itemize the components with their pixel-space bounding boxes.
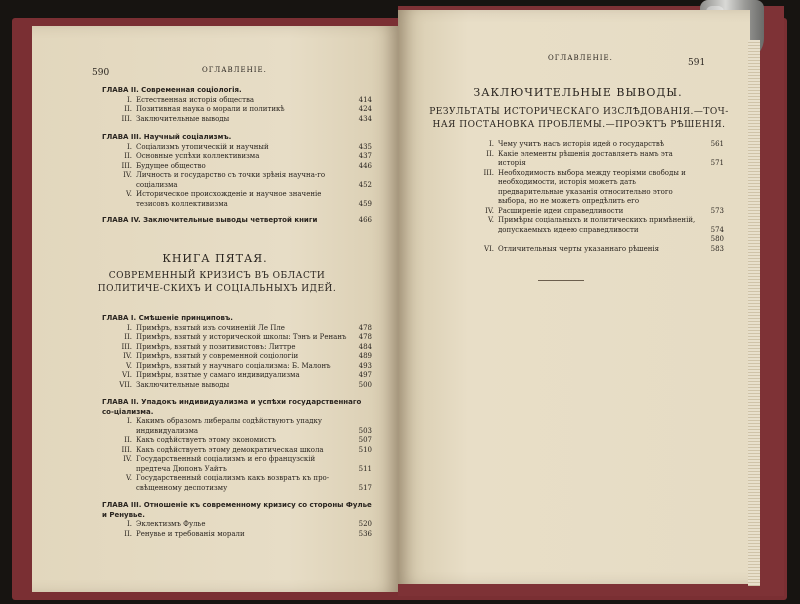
chapter-items — [102, 324, 372, 391]
toc-entry — [102, 362, 372, 372]
right-page — [398, 10, 750, 584]
page-ref: 561 — [710, 140, 724, 148]
toc-entry — [102, 455, 372, 474]
toc-entry — [102, 530, 372, 540]
entry-title: Примѣръ, взятый изъ сочиненій Ле Пле — [136, 323, 285, 332]
toc-entry — [102, 352, 372, 362]
entry-title: Примѣръ, взятый у научнаго соціализма: Б. Малонъ — [136, 361, 331, 370]
entry-title: Будущее общество — [136, 161, 206, 170]
entry-title: Примѣры, взятые у самаго индивидуализма — [136, 371, 300, 379]
entry-title: Расширеніе идеи справедливости — [498, 206, 624, 215]
chapter-items — [102, 96, 372, 125]
entry-number: I. — [127, 95, 132, 104]
chapter-heading: ГЛАВА III. Научный соціализмъ. — [102, 133, 232, 141]
entry-number: V. — [125, 190, 132, 198]
toc-entry — [102, 520, 372, 530]
toc-entry — [476, 207, 724, 217]
toc-entry — [102, 171, 372, 190]
entry-title: Основные успѣхи коллективизма — [136, 152, 260, 160]
chapter-heading: ГЛАВА IV. Заключительные выводы четвертой книги — [102, 216, 318, 224]
entry-number: I. — [127, 142, 132, 151]
entry-title: Заключительные выводы — [136, 114, 230, 123]
entry-title: Государственный соціализмъ какъ возвратъ къ про-свѣщенному деспотизму — [136, 474, 330, 492]
page-number-right: 591 — [688, 58, 706, 68]
chapter-items — [102, 520, 372, 539]
toc-right — [476, 140, 724, 254]
entry-title: Соціализмъ утопическій и научный — [136, 142, 269, 151]
entry-number: VI. — [121, 371, 132, 379]
entry-number: IV. — [123, 455, 132, 463]
toc-entry — [102, 446, 372, 456]
toc-entry — [102, 474, 372, 493]
entry-title: Какіе элементы рѣшенія доставляетъ намъ эта исторія — [498, 149, 673, 167]
section-title: ЗАКЛЮЧИТЕЛЬНЫЕ ВЫВОДЫ. — [473, 86, 683, 99]
page-ref: 459 — [358, 199, 372, 208]
toc-entry — [102, 162, 372, 172]
toc-entry — [102, 105, 372, 115]
toc-entry — [102, 143, 372, 153]
page-ref: 500 — [358, 380, 372, 389]
toc-entry — [102, 324, 372, 334]
toc-entry — [102, 343, 372, 353]
chapter-items — [102, 143, 372, 210]
entry-number: II. — [486, 149, 494, 158]
toc-entry — [102, 381, 372, 391]
page-edges — [748, 40, 760, 586]
entry-number: II. — [124, 333, 132, 341]
chapter-heading: ГЛАВА I. Смѣшеніе принциповъ. — [102, 314, 233, 322]
page-ref: 583 — [710, 244, 724, 253]
toc-left-top — [102, 80, 372, 226]
entry-title: Необходимость выбора между теоріями свободы и необходимости, исторія можетъ дать предварительные указанія относительно этого выбора, но не можетъ опредѣлить его — [498, 168, 686, 205]
entry-title: Государственный соціализмъ и его французскій предтеча Дюпонъ Уайтъ — [136, 455, 316, 473]
toc-entry — [102, 115, 372, 125]
toc-entry — [102, 417, 372, 436]
toc-entry — [102, 371, 372, 381]
entry-number: IV. — [123, 171, 132, 179]
entry-title: Примѣръ, взятый у позитивистовъ: Литтре — [136, 342, 296, 351]
entry-title — [498, 235, 702, 245]
page-number-left: 590 — [92, 68, 110, 78]
entry-number: II. — [124, 436, 132, 444]
entry-title: Какимъ образомъ либералы содѣйствуютъ упадку индивидуализма — [136, 417, 322, 435]
page-ref: 489 — [358, 352, 372, 360]
left-page — [32, 26, 398, 592]
toc-entry — [476, 140, 724, 150]
toc-entry — [476, 150, 724, 169]
toc-entry — [102, 333, 372, 343]
entry-title: Какъ содѣйствуетъ этому демократическая школа — [136, 445, 324, 454]
entry-number: III. — [121, 342, 132, 351]
toc-entry — [102, 436, 372, 446]
page-ref: 414 — [358, 95, 372, 104]
entry-title: Примѣры соціальныхъ и политическихъ примѣненій, допускаемыхъ идеею справедливости — [498, 216, 696, 234]
page-ref: 511 — [358, 464, 372, 473]
entry-number: I. — [489, 140, 494, 148]
entry-number: I. — [127, 417, 132, 425]
page-ref: 503 — [358, 426, 372, 435]
entry-number: V. — [125, 474, 132, 482]
entry-title: Примѣръ, взятый у исторической школы: Тэнъ и Ренанъ — [136, 333, 347, 341]
entry-number: III. — [121, 114, 132, 123]
entry-number: I. — [127, 323, 132, 332]
running-head-left: ОГЛАВЛЕНІЕ. — [202, 66, 267, 74]
page-ref: 497 — [358, 371, 372, 379]
page-ref: 507 — [358, 436, 372, 444]
book-title: КНИГА ПЯТАЯ. — [162, 252, 268, 265]
entry-title: Ренувье и требованія морали — [136, 529, 245, 538]
page-ref: 435 — [358, 142, 372, 151]
page-ref: 484 — [358, 342, 372, 351]
entry-number: II. — [124, 529, 132, 538]
page-ref: 452 — [358, 180, 372, 189]
toc-entry — [476, 216, 724, 235]
page-ref: 446 — [358, 161, 372, 170]
chapter-heading: ГЛАВА II. Упадокъ индивидуализма и успѣхи государственнаго со-ціализма. — [102, 398, 362, 416]
chapter-heading-row — [102, 216, 372, 226]
toc-left-bottom — [102, 308, 372, 539]
page-ref: 493 — [358, 361, 372, 370]
entry-number: II. — [124, 105, 132, 113]
page-ref: 434 — [358, 114, 372, 123]
closing-rule — [538, 280, 584, 281]
toc-entry — [476, 169, 724, 207]
page-ref: 510 — [358, 445, 372, 454]
entry-title: Заключительные выводы — [136, 380, 230, 389]
chapter-items — [102, 417, 372, 493]
entry-number: II. — [124, 152, 132, 160]
entry-number: III. — [121, 161, 132, 170]
entry-title: Примѣръ, взятый у современной соціологіи — [136, 352, 299, 360]
entry-title: Естественная исторія общества — [136, 95, 255, 104]
entry-title: Чему учитъ насъ исторія идей о государствѣ — [498, 140, 665, 148]
entry-number: VII. — [119, 380, 132, 389]
page-ref: 478 — [358, 323, 372, 332]
entry-number: V. — [125, 361, 132, 370]
page-ref: 424 — [358, 105, 372, 113]
entry-title: Эклектизмъ Фулье — [136, 520, 206, 528]
entry-number: VI. — [483, 244, 494, 253]
chapter-heading: ГЛАВА III. Отношеніе къ современному кризису со стороны Фулье и Ренувье. — [102, 501, 372, 519]
toc-entry — [102, 96, 372, 106]
entry-number: IV. — [123, 352, 132, 360]
chapter-heading: ГЛАВА II. Современная соціологія. — [102, 86, 242, 94]
entry-number: III. — [121, 445, 132, 454]
entry-title: Отличительныя черты указаннаго рѣшенія — [498, 244, 660, 253]
page-ref: 571 — [710, 159, 724, 167]
page-ref: 573 — [710, 206, 724, 215]
entry-number — [476, 235, 494, 245]
entry-number: I. — [127, 520, 132, 528]
page-ref: 517 — [358, 483, 372, 492]
entry-title: Историческое происхожденіе и научное значеніе тезисовъ коллективизма — [136, 190, 322, 208]
page-ref: 520 — [358, 520, 372, 528]
entry-number: V. — [487, 216, 494, 224]
toc-entry — [476, 235, 724, 245]
page-ref: 536 — [358, 529, 372, 538]
toc-entry — [102, 152, 372, 162]
entry-number: IV. — [485, 206, 494, 215]
entry-title: Личность и государство съ точки зрѣнія научна-го соціализма — [136, 171, 326, 189]
book-subtitle: СОВРЕМЕННЫЙ КРИЗИСЪ ВЪ ОБЛАСТИ ПОЛИТИЧЕ-СКИХЪ И СОЦІАЛЬНЫХЪ ИДЕЙ. — [97, 271, 337, 294]
section-subtitle: РЕЗУЛЬТАТЫ ИСТОРИЧЕСКАГО ИЗСЛѢДОВАНІЯ.—ТОЧ-НАЯ ПОСТАНОВКА ПРОБЛЕМЫ.—ПРОЭКТЪ РѢШЕНІЯ. — [429, 107, 729, 130]
entry-number: III. — [483, 168, 494, 177]
page-ref: 574 — [710, 225, 724, 234]
page-ref: 478 — [358, 333, 372, 341]
running-head-right: ОГЛАВЛЕНІЕ. — [548, 54, 613, 62]
entry-title: Позитивная наука о морали и политикѣ — [136, 105, 285, 113]
page-ref: 437 — [358, 152, 372, 160]
toc-entry — [476, 245, 724, 255]
page-ref: 580 — [710, 235, 724, 243]
entry-title: Какъ содѣйствуетъ этому экономистъ — [136, 436, 277, 444]
page-ref: 466 — [358, 216, 372, 224]
toc-entry — [102, 190, 372, 209]
